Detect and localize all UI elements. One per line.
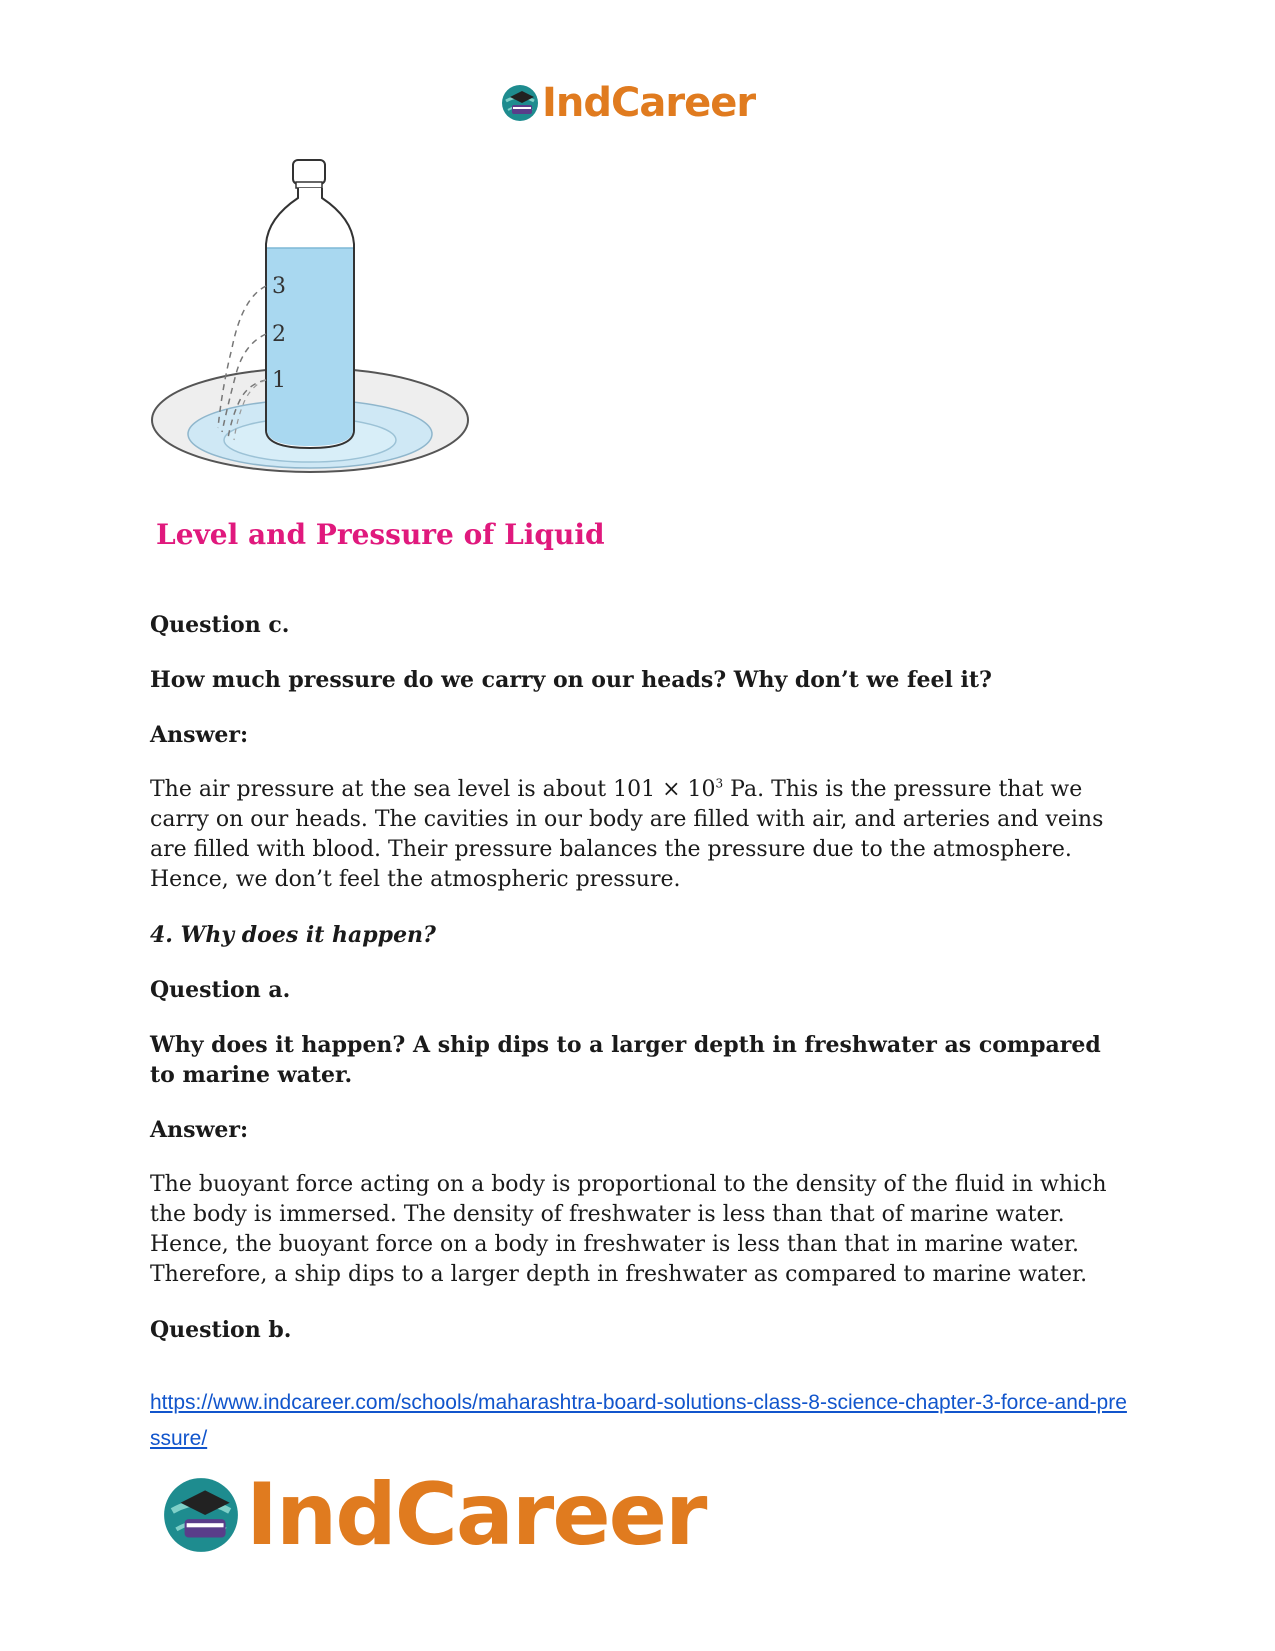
answer-a-text: The buoyant force acting on a body is proportional to the density of the fluid in which the body is immersed. The density of freshwater is less than that of marine water. Hence, the buoyant force on a body in freshwater is less than that in marine water. Therefore, a ship dips to a larger depth in freshwater as compared to marine water. [150,1172,1107,1287]
header-logo [500,78,755,128]
question-c-text: How much pressure do we carry on our heads? Why don’t we feel it? [150,667,992,693]
bottle-figure [150,148,605,558]
answer-label: Answer: [150,1117,249,1143]
question-c-label: Question c. [150,612,290,638]
section-heading: 4. Why does it happen? [150,922,436,948]
level-marker-2: 2 [272,322,286,347]
question-b-label: Question b. [150,1317,292,1343]
answer-c-part1: The air pressure at the sea level is about 101 × 10 [150,777,716,802]
globe-logo-icon [500,83,540,123]
logo-text: IndCareer [542,80,756,126]
level-marker-3: 3 [272,274,286,299]
globe-logo-icon [160,1474,242,1556]
question-a-text: Why does it happen? A ship dips to a larger depth in freshwater as compared to marine water. [150,1032,1101,1088]
bottle-diagram [150,148,570,518]
source-url-link[interactable]: https://www.indcareer.com/schools/maharashtra-board-solutions-class-8-science-chapter-3-force-and-pressure/ [150,1391,1127,1450]
level-marker-1: 1 [272,368,286,393]
answer-c-part2: Pa. This is the pressure that we carry on our heads. The cavities in our body are filled with air, and arteries and veins are filled with blood. Their pressure balances the pressure due to the atmosphere. Hence, we don’t feel the atmospheric pressure. [150,777,1104,892]
question-a-label: Question a. [150,977,291,1003]
figure-caption: Level and Pressure of Liquid [156,518,605,551]
answer-c-exponent: 3 [715,776,724,791]
footer-logo [160,1465,706,1565]
logo-text: IndCareer [246,1465,706,1565]
document-body [150,610,1130,1370]
answer-label: Answer: [150,722,249,748]
answer-c-text [150,775,1130,895]
